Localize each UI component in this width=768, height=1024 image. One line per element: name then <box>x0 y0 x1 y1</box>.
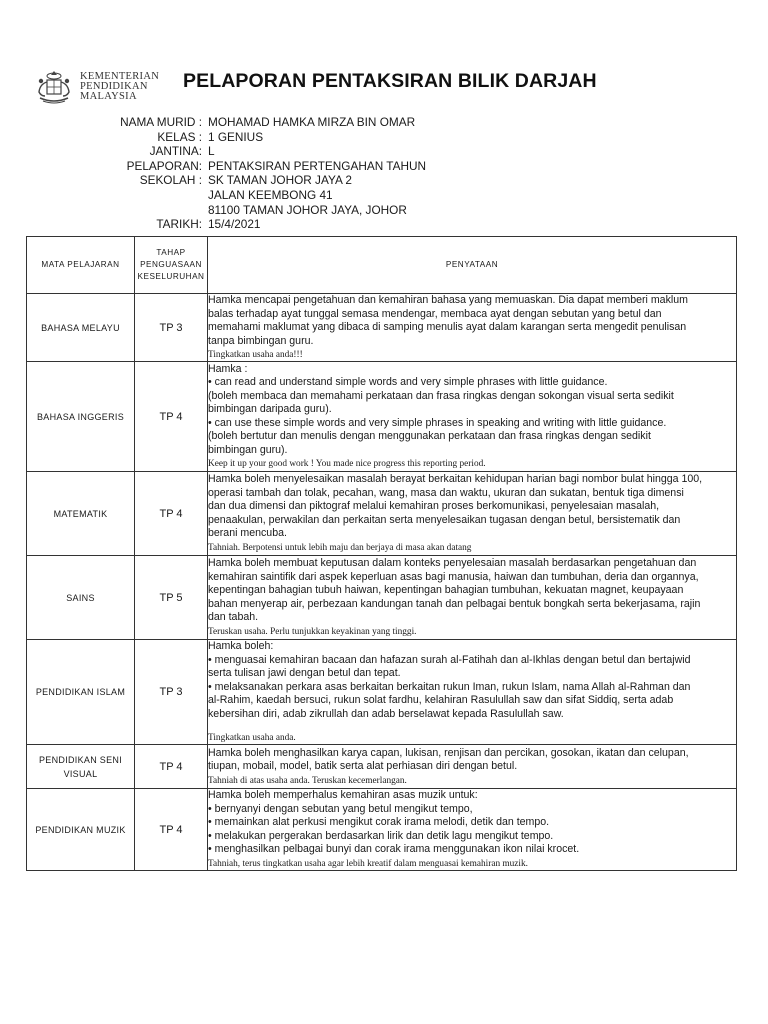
statement-line: dan tabah. <box>208 611 259 624</box>
statement-line: Hamka boleh menyelesaikan masalah berayat berkaitan kehidupan harian bagi nombor bulat hingga 100, <box>208 473 703 486</box>
info-value: MOHAMAD HAMKA MIRZA BIN OMAR <box>208 115 416 129</box>
teacher-comment: Tahniah, terus tingkatkan usaha agar lebih kreatif dalam menguasai kemahiran muzik. <box>208 858 528 869</box>
statement-cell <box>208 294 737 362</box>
ministry-name: KEMENTERIAN PENDIDIKAN MALAYSIA <box>80 71 160 102</box>
info-value: JALAN KEEMBONG 41 <box>208 187 333 202</box>
statement-line: memahami maklumat yang dibaca di samping menulis ayat dalam karangan serta mengedit penulisan <box>208 321 687 333</box>
statement-line: Hamka mencapai pengetahuan dan kemahiran bahasa yang memuaskan. Dia dapat memberi maklum <box>208 294 688 306</box>
statement-line: Hamka boleh membuat keputusan dalam konteks penyelesaian masalah berdasarkan pengetahuan dan <box>208 557 697 570</box>
statement-line: berani mencuba. <box>208 527 287 540</box>
info-row <box>90 188 426 203</box>
subject-cell <box>27 556 135 640</box>
subject-cell <box>27 362 135 472</box>
teacher-comment: Tahniah di atas usaha anda. Teruskan kecemerlangan. <box>208 775 407 786</box>
student-info <box>90 115 426 232</box>
subject-name: BAHASA MELAYU <box>41 322 120 333</box>
statement-line: bimbingan guru). <box>208 443 288 456</box>
statement-line: bimbingan daripada guru). <box>208 403 332 416</box>
statement-line: balas terhadap ayat tunggal semasa mendengar, membaca ayat dengan sebutan yang betul dan <box>208 307 662 320</box>
level-cell: TP 4 <box>135 472 208 556</box>
statement-line: tanpa bimbingan guru. <box>208 334 314 347</box>
statement-line: Hamka boleh menghasilkan karya capan, lukisan, renjisan dan percikan, gosokan, ikatan dan celupan, <box>208 746 689 759</box>
info-row <box>90 115 426 130</box>
subject-name: PENDIDIKAN SENI <box>38 754 123 765</box>
subject-cell <box>27 294 135 362</box>
info-value: 15/4/2021 <box>208 217 261 232</box>
info-row <box>90 217 426 232</box>
level-cell: TP 3 <box>135 294 208 362</box>
subject-cell <box>27 472 135 556</box>
statement-line: kemahiran saintifik dari aspek keperluan asas bagi manusia, haiwan dan tumbuhan, deria dan organnya, <box>208 570 699 583</box>
statement-line: • menguasai kemahiran bacaan dan hafazan surah al-Fatihah dan al-Ikhlas dengan betul dan bertajwid <box>208 653 691 666</box>
info-value: SK TAMAN JOHOR JAYA 2 <box>208 173 352 188</box>
statement-line: • can read and understand simple words and very simple phrases with little guidance. <box>208 376 608 389</box>
subject-name: PENDIDIKAN MUZIK <box>35 824 126 835</box>
table-row <box>27 472 737 556</box>
teacher-comment: Tahniah. Berpotensi untuk lebih maju dan berjaya di masa akan datang <box>208 542 472 553</box>
statement-cell <box>208 640 737 745</box>
level-cell: TP 3 <box>135 640 208 745</box>
subject-cell <box>27 745 135 789</box>
subject-cell <box>27 640 135 745</box>
table-row <box>27 745 737 789</box>
level-cell: TP 4 <box>135 362 208 472</box>
statement-cell <box>208 556 737 640</box>
statement-line: penaakulan, perwakilan dan perkaitan serta menyelesaikan tugasan dengan betul, bersistematik dan <box>208 513 681 526</box>
statement-line: • bernyanyi dengan sebutan yang betul mengikut tempo, <box>208 802 473 815</box>
info-value: 1 GENIUS <box>208 129 264 144</box>
info-row <box>90 173 426 188</box>
teacher-comment: Tingkatkan usaha anda. <box>208 733 296 743</box>
statement-line: kebersihan diri, adab zikrullah dan adab berselawat kepada Rasulullah saw. <box>208 707 564 720</box>
table-row <box>27 640 737 745</box>
subject-name: MATEMATIK <box>53 508 108 519</box>
info-label: TARIKH: <box>156 217 202 232</box>
page-title: PELAPORAN PENTAKSIRAN BILIK DARJAH <box>183 70 597 92</box>
header-level: TAHAP PENGUASAAN KESELURUHAN <box>135 237 208 294</box>
statement-line: • melakukan pergerakan berdasarkan lirik dan detik lagu mengikut tempo. <box>208 829 554 842</box>
info-value: L <box>208 144 215 159</box>
info-row <box>90 130 426 145</box>
statement-cell <box>208 362 737 472</box>
info-label: SEKOLAH : <box>139 173 202 188</box>
statement-cell <box>208 789 737 871</box>
subject-cell <box>27 789 135 871</box>
statement-line: • melaksanakan perkara asas berkaitan berkaitan rukun Iman, rukun Islam, nama Allah al-Rahman dan <box>208 680 691 693</box>
statement-line: Hamka boleh: <box>208 640 274 652</box>
info-value: 81100 TAMAN JOHOR JAYA, JOHOR <box>208 202 407 217</box>
statement-cell <box>208 472 737 556</box>
subject-name: PENDIDIKAN ISLAM <box>35 687 126 697</box>
teacher-comment: Keep it up your good work ! You made nice progress this reporting period. <box>208 459 486 470</box>
spacer <box>208 721 736 731</box>
statement-line: kepentingan bahagian tubuh haiwan, kepentingan bahagian tumbuhan, kekuatan magnet, keupayaan <box>208 584 684 597</box>
statement-line: serta tulisan jawi dengan betul dan tepat. <box>208 667 401 679</box>
statement-cell <box>208 745 737 789</box>
subject-name: VISUAL <box>63 768 98 779</box>
statement-line: • menghasilkan pelbagai bunyi dan corak irama menggunakan ikon nilai krocet. <box>208 843 580 856</box>
statement-line: Hamka : <box>208 362 248 375</box>
statement-line: bahan menyerap air, perbezaan kandungan tanah dan pelbagai bentuk bongkah serta bekerjasama, rajin <box>208 597 701 610</box>
teacher-comment: Teruskan usaha. Perlu tunjukkan keyakinan yang tinggi. <box>208 626 417 637</box>
statement-line: tiupan, mobail, model, batik serta alat perhiasan diri dengan betul. <box>208 760 518 772</box>
header-subject: MATA PELAJARAN <box>27 237 135 294</box>
table-row <box>27 294 737 362</box>
statement-line: Hamka boleh memperhalus kemahiran asas muzik untuk: <box>208 789 478 802</box>
info-label <box>90 203 208 218</box>
info-row <box>90 159 426 174</box>
ministry-logo <box>34 70 160 108</box>
table-row <box>27 556 737 640</box>
coat-of-arms-icon <box>34 70 74 106</box>
statement-line: (boleh membaca dan memahami perkataan dan frasa ringkas dengan sokongan visual serta sedikit <box>208 389 674 402</box>
statement-line: (boleh bertutur dan menulis dengan menggunakan perkataan dan frasa ringkas dengan sedikit <box>208 430 651 443</box>
statement-line: al-Rahim, kaedah bersuci, rukun solat fardhu, kelahiran Rasulullah saw dan sifat Siddiq, serta adab <box>208 694 674 706</box>
level-cell: TP 5 <box>135 556 208 640</box>
level-cell: TP 4 <box>135 789 208 871</box>
info-label: PELAPORAN: <box>126 158 202 173</box>
info-row <box>90 203 426 218</box>
info-label: JANTINA: <box>149 144 202 159</box>
level-cell: TP 4 <box>135 745 208 789</box>
statement-line: • can use these simple words and very simple phrases in speaking and writing with little guidance. <box>208 416 667 429</box>
table-header-row <box>27 237 737 294</box>
table-row <box>27 789 737 871</box>
info-row <box>90 144 426 159</box>
subject-name: SAINS <box>66 592 95 603</box>
info-label <box>90 188 208 203</box>
assessment-table <box>26 236 737 871</box>
teacher-comment: Tingkatkan usaha anda!!! <box>208 350 303 360</box>
header-statement: PENYATAAN <box>208 237 737 294</box>
subject-name: BAHASA INGGERIS <box>36 411 125 422</box>
info-label: KELAS : <box>157 129 202 144</box>
statement-line: dan dua dimensi dan piktograf melalui kemahiran proses berkomunikasi, penyelesaian masalah, <box>208 500 660 513</box>
statement-line: • memainkan alat perkusi mengikut corak irama melodi, detik dan tempo. <box>208 816 550 829</box>
info-value: PENTAKSIRAN PERTENGAHAN TAHUN <box>208 158 427 173</box>
statement-line: operasi tambah dan tolak, pecahan, wang, masa dan waktu, ukuran dan sukatan, bentuk tiga dimensi <box>208 486 684 499</box>
table-row <box>27 362 737 472</box>
info-label: NAMA MURID : <box>120 115 202 129</box>
